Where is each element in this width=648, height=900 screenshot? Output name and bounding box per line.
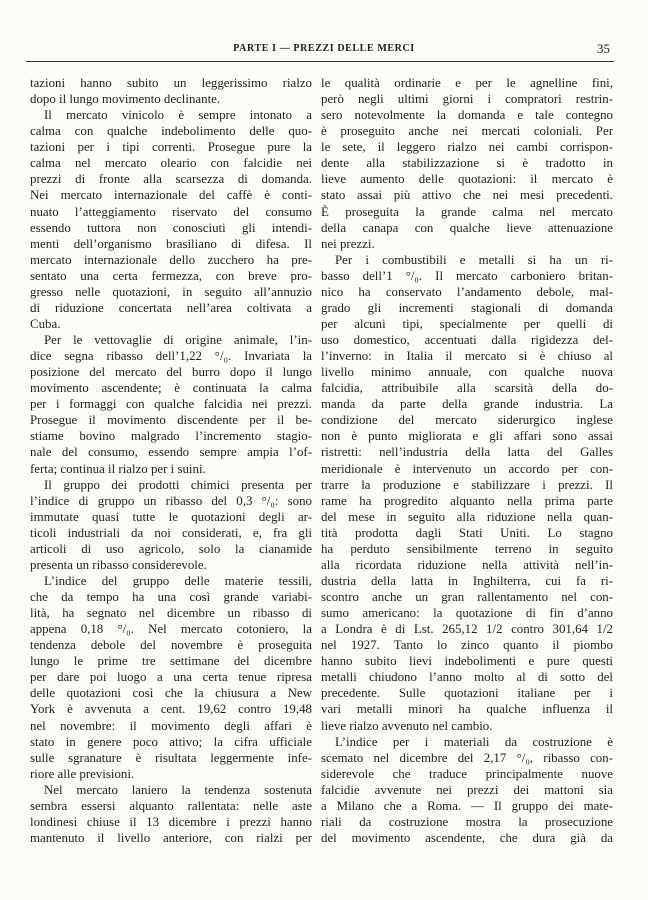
- text-line: sembra essersi alquanto rallentata: nelle aste: [30, 798, 312, 813]
- text-line: gresso nelle quotazioni, in seguito all’annuzio: [30, 284, 312, 299]
- text-line: riore alle previsioni.: [30, 766, 135, 781]
- text-line: hanno subito lievi indebolimenti e pure questi: [321, 654, 613, 669]
- text-line: riali da costruzione mostra la prosecuzione: [321, 814, 613, 829]
- text-line: a Milano che a Roma. — Il gruppo dei mate-: [321, 798, 613, 813]
- text-line: lieve aumento delle quotazioni: il mercato è: [321, 172, 613, 187]
- text-line: manda da parte della grande industria. La: [321, 397, 613, 412]
- text-line: vari metalli minori ha qualche influenza il: [321, 702, 613, 717]
- text-line: stato assai più attivo che nei mesi precedenti.: [321, 188, 613, 203]
- text-line: di riduzione concertata nell’area coltivata a: [30, 300, 312, 315]
- page-number: 35: [597, 41, 610, 56]
- text-line: stiame bovino malgrado l’incremento stagio-: [30, 429, 312, 444]
- text-line: prezzi di fronte alla scarsezza di domanda.: [30, 172, 312, 187]
- text-line: nale del consumo, essendo sempre ampia l’of-: [30, 445, 312, 460]
- text-line: lità, ha segnato nel dicembre un ribasso di: [30, 606, 312, 621]
- text-line: L’indice del gruppo delle materie tessili,: [44, 573, 312, 588]
- text-line: metalli chiudono l’anno molto al di sotto del: [321, 670, 613, 685]
- text-line: scemato nel dicembre del 2,17 °/₀, ribasso con-: [321, 750, 613, 765]
- text-line: le qualità ordinarie e per le agnelline fini,: [321, 76, 613, 90]
- text-line: L’indice per i materiali da costruzione è: [335, 734, 613, 749]
- text-column-right: [321, 75, 613, 846]
- paragraph: [321, 734, 613, 846]
- text-line: per dare poi luogo a una certa tenue ripresa: [30, 670, 312, 685]
- text-line: per i formaggi con qualche falcidia nei prezzi.: [30, 397, 312, 412]
- text-line: rame ha progredito alquanto nella prima parte: [321, 493, 613, 508]
- text-line: non è punto migliorata e gli affari sono assai: [321, 429, 613, 444]
- paragraph: [321, 75, 613, 252]
- text-line: delle quotazioni così che la chiusura a New: [30, 686, 312, 701]
- text-line: ha perduto sensibilmente terreno in seguito: [321, 541, 613, 556]
- text-line: basso dell’1 °/₀. Il mercato carboniero britan-: [321, 268, 613, 283]
- text-line: l’indice di gruppo un ribasso del 0,3 °/₀: sono: [30, 493, 312, 508]
- text-line: Nel mercato laniero la tendenza sostenuta: [44, 782, 312, 797]
- paragraph: [321, 252, 613, 734]
- text-line: sentato una certa fermezza, con breve pro-: [30, 268, 312, 283]
- header-divider: [26, 61, 614, 62]
- text-column-left: [30, 75, 312, 846]
- text-line: tazioni hanno subito un leggerissimo rialzo: [30, 76, 312, 90]
- text-line: calma nel mercato oleario con falcidie nei: [30, 156, 312, 171]
- text-line: tità prodotta dagli Stati Uniti. Lo stagno: [321, 525, 613, 540]
- text-line: scontro anche un gran rallentamento nel con-: [321, 590, 613, 604]
- text-line: mercato internazionale dello zucchero ha pre-: [30, 252, 312, 267]
- text-line: siderevole che traduce principalmente nuove: [321, 766, 613, 781]
- text-line: sulle sgranature è risultata leggermente infe-: [30, 750, 312, 765]
- text-line: meridionale è intervenuto un accordo per con-: [321, 461, 613, 476]
- text-line: l’inverno: in Italia il mercato si è chiuso al: [321, 349, 613, 364]
- text-line: tendenza debole del novembre è proseguita: [30, 638, 312, 653]
- paragraph: [30, 477, 312, 573]
- running-header-title: PARTE I — PREZZI DELLE MERCI: [233, 43, 415, 54]
- text-line: le sete, il leggero rialzo nei cambi corrispon-: [321, 140, 613, 155]
- text-line: sumo americano: la quotazione di fin d’anno: [321, 606, 613, 621]
- text-line: precedente. Sulle quotazioni italiane per i: [321, 686, 613, 701]
- text-line: però negli ultimi giorni i compratori restrin-: [321, 92, 613, 107]
- text-line: alla ricordata riduzione nella attività nell’in-: [321, 557, 613, 572]
- text-line: Nei mercato internazionale del caffè è conti-: [30, 188, 312, 203]
- text-line: della canapa con qualche lieve attenuazione: [321, 220, 613, 235]
- text-line: Per i combustibili e metalli si ha un ri-: [335, 252, 613, 267]
- text-line: sero notevolmente la domanda e tale contegno: [321, 108, 613, 123]
- text-line: stato in genere poco attivo; la cifra ufficiale: [30, 734, 312, 749]
- paragraph: [30, 782, 312, 846]
- text-line: uso domestico, accentuati dalla rigidezza del-: [321, 333, 613, 347]
- text-line: nei prezzi.: [321, 236, 375, 251]
- text-line: presenta un ribasso considerevole.: [30, 557, 207, 572]
- text-line: del movimento ascendente, che dura già da: [321, 830, 613, 845]
- text-line: È proseguita la grande calma nel mercato: [321, 204, 613, 219]
- text-line: londinesi chiuse il 13 dicembre i prezzi hanno: [30, 814, 312, 829]
- text-line: ticoli industriali da noi considerati, e, fra gli: [30, 525, 312, 540]
- text-line: essendo tuttora non conosciuti gli intendi-: [30, 220, 312, 235]
- text-line: dice segna ribasso dell’1,22 °/₀. Invariata la: [30, 349, 312, 364]
- text-line: calma con qualche indebolimento delle quo-: [30, 124, 312, 139]
- text-line: tazioni per i tipi correnti. Prosegue pure la: [30, 140, 312, 155]
- text-line: condizione del mercato siderurgico inglese: [321, 413, 613, 428]
- text-line: nico ha conservato l’andamento debole, mal-: [321, 284, 613, 299]
- text-line: immutate quasi tutte le quotazioni degli ar-: [30, 509, 312, 524]
- paragraph: [30, 573, 312, 782]
- text-line: a Londra è di Lst. 265,12 1/2 contro 301,64 1/2: [321, 622, 613, 637]
- text-line: dente alla stabilizzazione si è tradotto in: [321, 156, 613, 171]
- text-line: dustria della latta in Inghilterra, cui fa ri-: [321, 573, 613, 588]
- text-line: lungo le prime tre settimane del dicembre: [30, 654, 312, 669]
- paragraph: [30, 332, 312, 477]
- paragraph: [30, 107, 312, 332]
- text-line: menti dell’organismo brasiliano di difesa. Il: [30, 236, 312, 251]
- text-line: Il mercato vinicolo è sempre intonato a: [44, 108, 312, 123]
- text-line: lieve rialzo avvenuto nel cambio.: [321, 718, 493, 733]
- text-line: movimento ascendente; è continuata la calma: [30, 381, 312, 396]
- text-line: Cuba.: [30, 316, 61, 331]
- text-line: dopo il lungo movimento declinante.: [30, 92, 221, 107]
- text-line: mantenuto il livello anteriore, con rialzi per: [30, 830, 312, 845]
- text-line: grado gli incrementi stagionali di domanda: [321, 300, 613, 315]
- text-line: Il gruppo dei prodotti chimici presenta per: [44, 477, 312, 492]
- paragraph: [30, 75, 312, 107]
- text-line: nel 1927. Tanto lo zinco quanto il piombo: [321, 638, 613, 653]
- text-line: nel novembre: il movimento degli affari è: [30, 718, 312, 733]
- text-line: articoli di uso agricolo, solo la cianamide: [30, 541, 312, 556]
- text-line: ferta; continua il rialzo per i suini.: [30, 461, 206, 476]
- text-line: Prosegue il movimento discendente per il be-: [30, 413, 312, 428]
- text-line: per alcuni tipi, specialmente per quelli di: [321, 316, 613, 331]
- text-line: del mese in seguito alla riduzione nella quan-: [321, 509, 613, 524]
- text-line: falcidie avvenute nei prezzi dei mattoni sia: [321, 782, 613, 797]
- text-line: falcidia, attribuibile alla scarsità della do-: [321, 381, 613, 396]
- text-line: che da tempo ha una così grande variabi-: [30, 590, 312, 604]
- text-line: appena 0,18 °/₀. Nel mercato cotoniero, la: [30, 622, 312, 637]
- text-line: nuato l’atteggiamento riservato del consumo: [30, 204, 312, 219]
- text-line: posizione del mercato del burro dopo il lungo: [30, 365, 312, 380]
- text-line: Per le vettovaglie di origine animale, l’in-: [44, 333, 312, 347]
- text-line: è proseguito anche nei mercati coloniali. Per: [321, 124, 613, 139]
- text-line: York è avvenuta a cent. 19,62 contro 19,48: [30, 702, 312, 717]
- text-line: ristretti: nell’industria della latta del Galles: [321, 445, 613, 460]
- text-line: trarre la produzione e stabilizzare i prezzi. Il: [321, 477, 613, 492]
- text-line: livello minimo annuale, con qualche nuova: [321, 365, 613, 380]
